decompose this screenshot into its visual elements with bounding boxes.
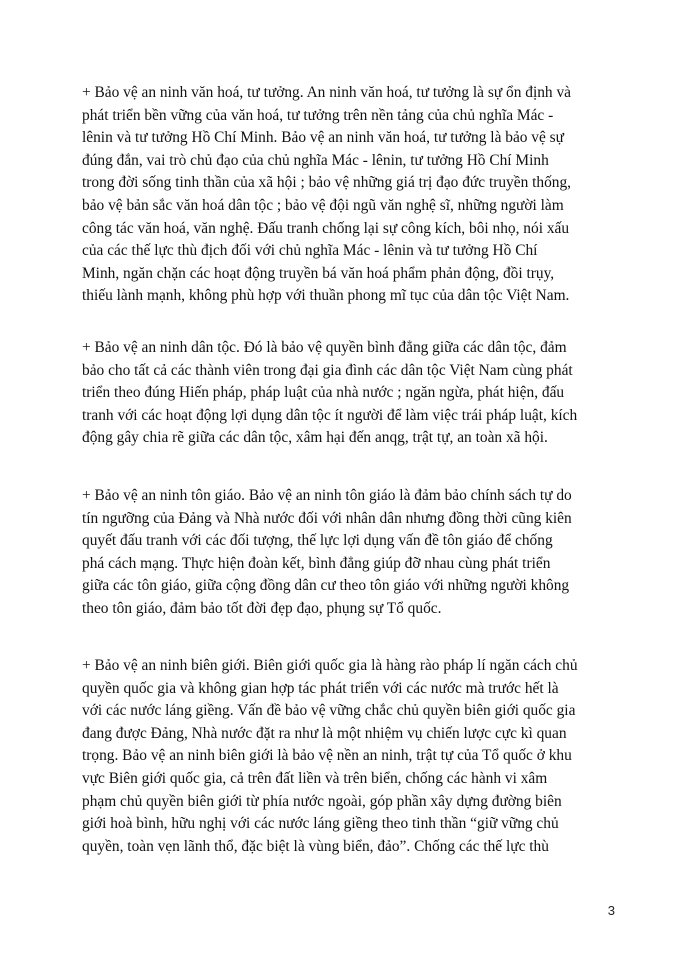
- paragraph-cultural-ideological-security: [82, 82, 642, 308]
- text-line: triển theo đúng Hiến pháp, pháp luật của nhà nước ; ngăn ngừa, phát hiện, đấu: [82, 384, 565, 402]
- text-line: bảo cho tất cả các thành viên trong đại gia đình các dân tộc Việt Nam cùng phát: [82, 361, 573, 379]
- text-line: đúng đắn, vai trò chủ đạo của chủ nghĩa Mác - lênin, tư tưởng Hồ Chí Minh: [82, 151, 549, 169]
- page-number: 3: [607, 903, 615, 918]
- text-line: quyền, toàn vẹn lãnh thổ, đặc biệt là vùng biển, đảo”. Chống các thế lực thù: [82, 837, 549, 855]
- paragraph-religious-security: [82, 485, 642, 621]
- text-line: lênin và tư tưởng Hồ Chí Minh. Bảo vệ an ninh văn hoá, tư tưởng là bảo vệ sự: [82, 129, 565, 147]
- text-line: + Bảo vệ an ninh biên giới. Biên giới quốc gia là hàng rào pháp lí ngăn cách chủ: [82, 657, 578, 674]
- text-line: của các thế lực thù địch đối với chủ nghĩa Mác - lênin và tư tưởng Hồ Chí: [82, 242, 538, 260]
- text-line: thiếu lành mạnh, không phù hợp với thuần phong mĩ tục của dân tộc Việt Nam.: [82, 287, 570, 305]
- text-line: theo tôn giáo, đảm bảo tốt đời đẹp đạo, phụng sự Tổ quốc.: [82, 599, 442, 617]
- text-line: + Bảo vệ an ninh văn hoá, tư tưởng. An ninh văn hoá, tư tưởng là sự ổn định và: [82, 84, 571, 101]
- text-line: tranh với các hoạt động lợi dụng dân tộc ít người để làm việc trái pháp luật, kích: [82, 406, 578, 424]
- text-line: đang được Đảng, Nhà nước đặt ra như là một nhiệm vụ chiến lược cực kì quan: [82, 724, 567, 742]
- paragraph-ethnic-security: [82, 337, 642, 450]
- text-line: với các nước láng giềng. Vấn đề bảo vệ vững chắc chủ quyền biên giới quốc gia: [82, 702, 576, 720]
- text-line: + Bảo vệ an ninh dân tộc. Đó là bảo vệ quyền bình đẳng giữa các dân tộc, đảm: [82, 339, 567, 356]
- text-line: động gây chia rẽ giữa các dân tộc, xâm hại đến anqg, trật tự, an toàn xã hội.: [82, 429, 548, 447]
- text-line: trọng. Bảo vệ an ninh biên giới là bảo vệ nền an ninh, trật tự của Tổ quốc ở khu: [82, 747, 572, 765]
- text-line: phá cách mạng. Thực hiện đoàn kết, bình đẳng giúp đỡ nhau cùng phát triển: [82, 554, 551, 572]
- paragraph-border-security: [82, 655, 642, 858]
- text-line: giới hoà bình, hữu nghị với các nước láng giềng theo tinh thần “giữ vững chủ: [82, 815, 559, 833]
- text-line: trong đời sống tinh thần của xã hội ; bảo vệ những giá trị đạo đức truyền thống,: [82, 174, 572, 192]
- text-line: + Bảo vệ an ninh tôn giáo. Bảo vệ an ninh tôn giáo là đảm bảo chính sách tự do: [82, 487, 572, 504]
- text-line: Minh, ngăn chặn các hoạt động truyền bá văn hoá phẩm phản động, đồi trụy,: [82, 264, 555, 282]
- text-line: quyết đấu tranh với các đối tượng, thế lực lợi dụng vấn đề tôn giáo để chống: [82, 532, 553, 550]
- text-line: phạm chủ quyền biên giới từ phía nước ngoài, góp phần xây dựng đường biên: [82, 792, 562, 810]
- text-line: giữa các tôn giáo, giữa cộng đồng dân cư theo tôn giáo với những người không: [82, 577, 570, 595]
- text-line: công tác văn hoá, văn nghệ. Đấu tranh chống lại sự công kích, bôi nhọ, nói xấu: [82, 219, 570, 237]
- text-line: quyền quốc gia và không gian hợp tác phát triển với các nước mà trước hết là: [82, 679, 559, 697]
- text-line: tín ngưỡng của Đảng và Nhà nước đối với nhân dân nhưng đồng thời cũng kiên: [82, 509, 572, 527]
- text-line: phát triển bền vững của văn hoá, tư tưởng trên nền tảng của chủ nghĩa Mác -: [82, 106, 554, 124]
- text-line: vực Biên giới quốc gia, cả trên đất liền và trên biển, chống các hành vi xâm: [82, 769, 548, 787]
- text-line: bảo vệ bản sắc văn hoá dân tộc ; bảo vệ đội ngũ văn nghệ sĩ, những người làm: [82, 196, 564, 214]
